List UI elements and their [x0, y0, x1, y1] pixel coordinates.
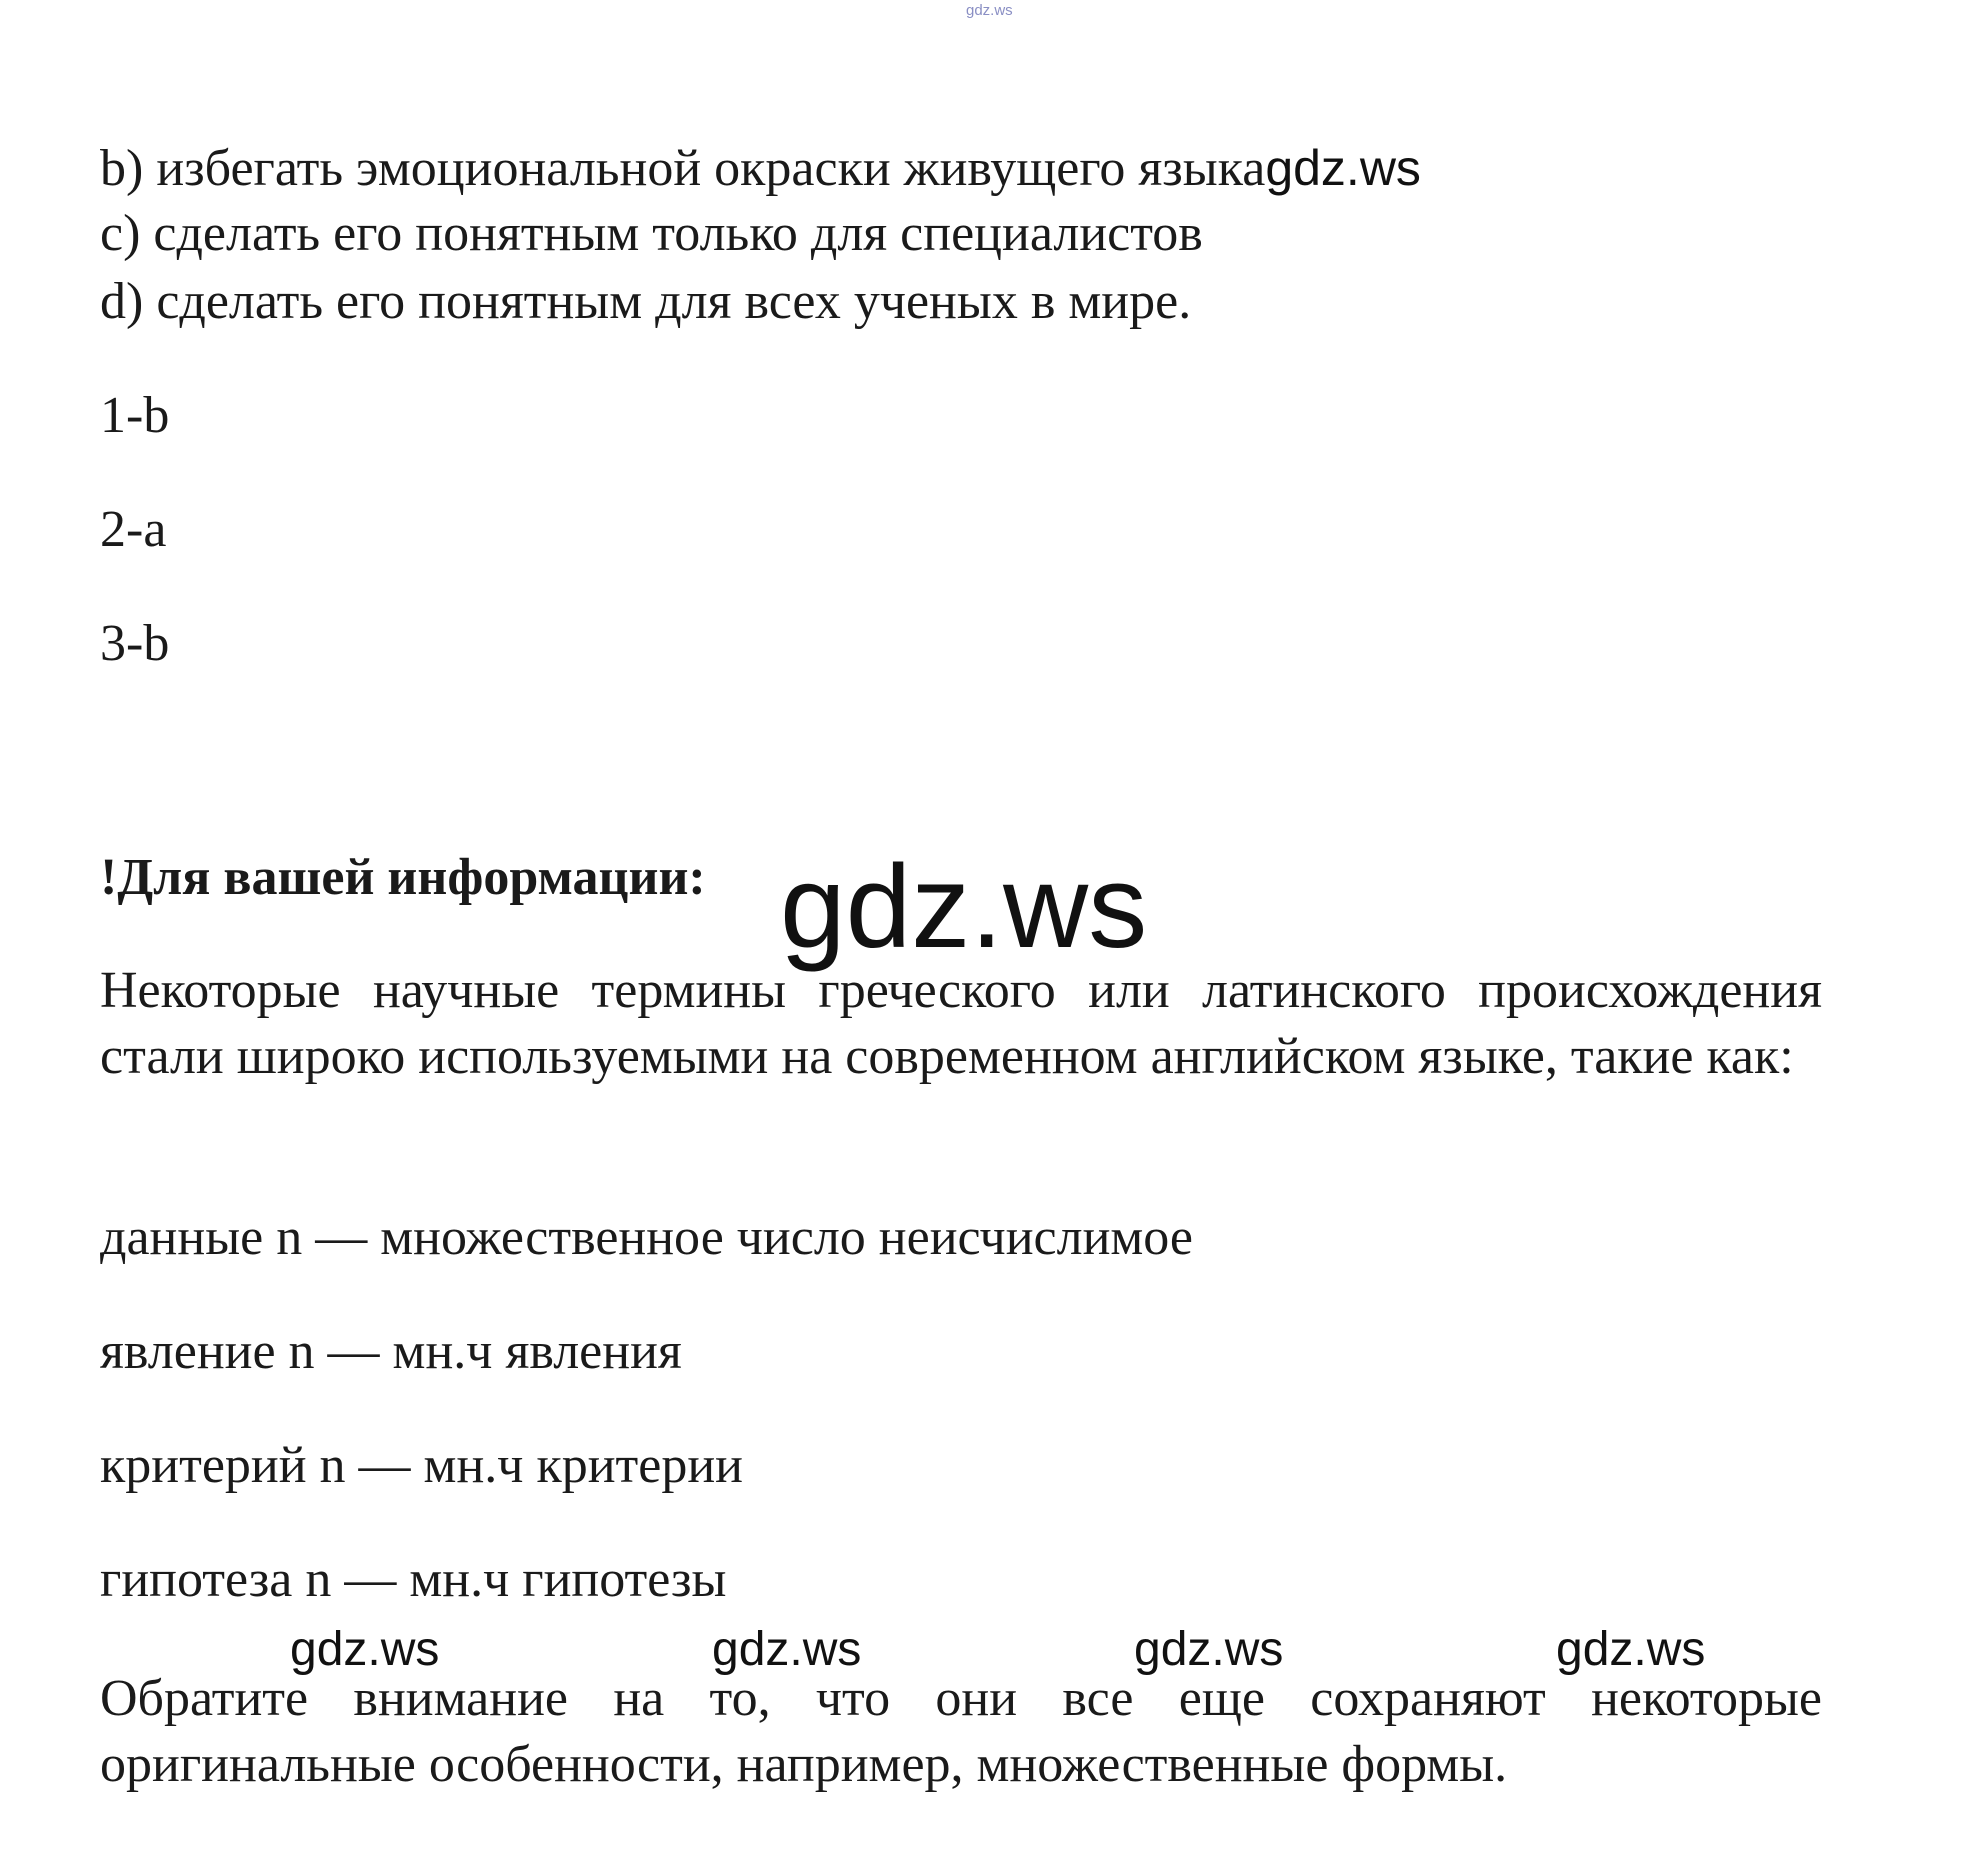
term-phenomenon: явление n — мн.ч явления	[100, 1323, 682, 1380]
term-criterion: критерий n — мн.ч критерии	[100, 1437, 743, 1494]
watermark-inline: gdz.ws	[1265, 140, 1421, 196]
watermark-top: gdz.ws	[966, 2, 1013, 19]
info-note: Обратите внимание на то, что они все еще сохраняют некоторые оригинальные особенности, например, множественные формы.	[100, 1670, 1822, 1793]
option-c: c) сделать его понятным только для специалистов	[100, 205, 1203, 262]
watermark-row-4: gdz.ws	[1556, 1623, 1706, 1676]
option-d: d) сделать его понятным для всех ученых в мире.	[100, 273, 1192, 330]
option-b	[100, 138, 1421, 199]
info-intro: Некоторые научные термины греческого или латинского происхождения стали широко используемыми на современном английском языке, такие как:	[100, 962, 1822, 1085]
term-data: данные n — множественное число неисчислимое	[100, 1209, 1194, 1266]
watermark-row-3: gdz.ws	[1134, 1623, 1284, 1676]
term-hypothesis: гипотеза n — мн.ч гипотезы	[100, 1551, 727, 1608]
watermark-big: gdz.ws	[780, 841, 1148, 973]
option-b-text: b) избегать эмоциональной окраски живущего языка	[100, 140, 1266, 197]
info-heading: !Для вашей информации:	[100, 849, 706, 906]
answer-3: 3-b	[100, 615, 170, 672]
watermark-row-2: gdz.ws	[712, 1623, 862, 1676]
watermark-row-1: gdz.ws	[290, 1623, 440, 1676]
answer-1: 1-b	[100, 387, 170, 444]
answer-2: 2-a	[100, 501, 167, 558]
